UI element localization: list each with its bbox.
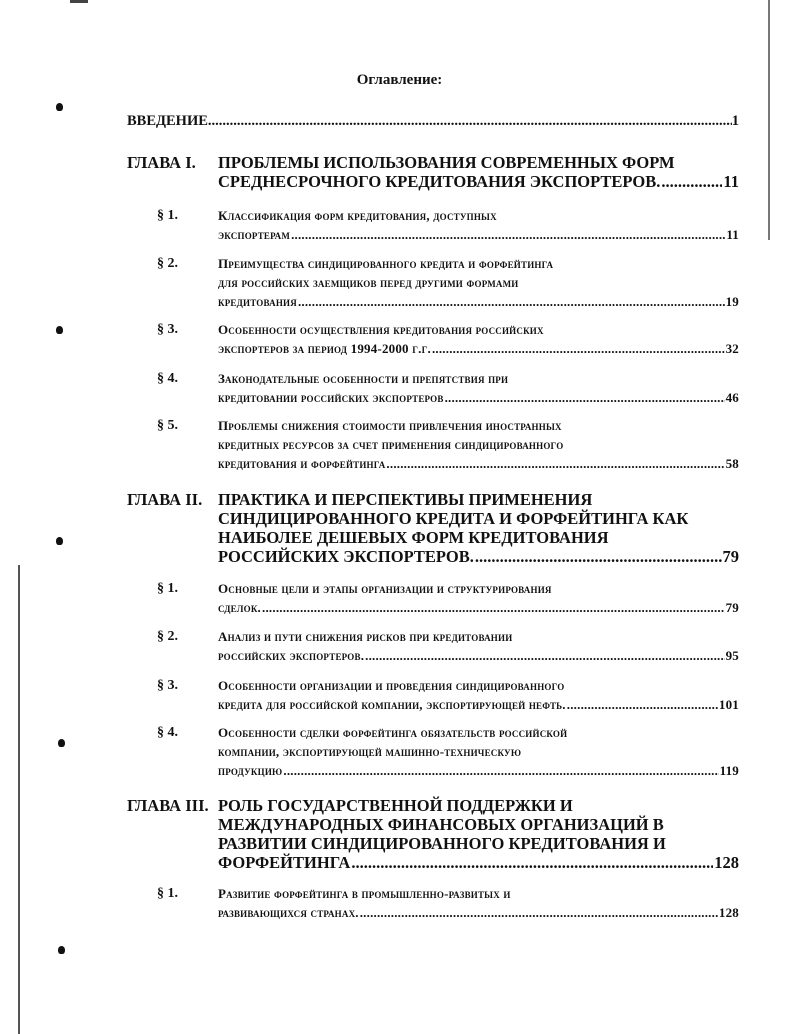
chapter-title-line: ПРОБЛЕМЫ ИСПОЛЬЗОВАНИЯ СОВРЕМЕННЫХ ФОРМ — [218, 153, 675, 172]
toc-intro-entry[interactable] — [127, 113, 739, 130]
leader-dots — [432, 339, 725, 358]
scan-speck — [58, 739, 65, 747]
chapter-title-line: НАИБОЛЕЕ ДЕШЕВЫХ ФОРМ КРЕДИТОВАНИЯ — [218, 528, 609, 547]
page-number: 79 — [722, 547, 739, 566]
toc-chapter-2[interactable] — [127, 490, 739, 566]
section-number: § 5. — [157, 418, 178, 433]
scan-speck — [56, 537, 63, 545]
toc-section[interactable] — [157, 320, 739, 358]
section-number: § 4. — [157, 371, 178, 386]
page-number: 79 — [725, 600, 739, 615]
chapter-number: ГЛАВА I. — [127, 153, 196, 172]
section-title-line: кредитных ресурсов за счет применения синдицированного — [218, 437, 564, 452]
chapter-title-line: РОЛЬ ГОСУДАРСТВЕННОЙ ПОДДЕРЖКИ И — [218, 796, 573, 815]
toc-section[interactable] — [157, 579, 739, 617]
section-title-line: развивающихся странах. — [218, 905, 359, 920]
section-title-line: Развитие форфейтинга в промышленно-развитых и — [218, 886, 511, 901]
page-number: 11 — [726, 227, 739, 242]
page-number: 32 — [725, 341, 739, 356]
chapter-title-line: МЕЖДУНАРОДНЫХ ФИНАНСОВЫХ ОРГАНИЗАЦИЙ В — [218, 815, 664, 834]
toc-title: Оглавление: — [356, 72, 443, 88]
toc-section[interactable] — [157, 627, 739, 665]
toc-intro-label: ВВЕДЕНИЕ — [127, 113, 208, 129]
section-number: § 4. — [157, 725, 178, 740]
section-number: § 3. — [157, 322, 178, 337]
leader-dots — [365, 646, 724, 665]
chapter-title-line: РОССИЙСКИХ ЭКСПОРТЕРОВ. — [218, 547, 474, 566]
section-title-line: кредитования и форфейтинга — [218, 456, 386, 471]
leader-dots — [351, 853, 713, 872]
chapter-number: ГЛАВА II. — [127, 490, 203, 509]
section-title-line: компании, экспортирующей машинно-техническую — [218, 744, 522, 759]
section-title-line: Проблемы снижения стоимости привлечения иностранных — [218, 418, 562, 433]
section-number: § 1. — [157, 886, 178, 901]
page-number: 95 — [725, 648, 739, 663]
page-number: 128 — [718, 905, 739, 920]
section-title-line: Преимущества синдицированного кредита и форфейтинга — [218, 256, 554, 271]
page-number: 101 — [718, 697, 739, 712]
page-number: 19 — [725, 294, 739, 309]
section-title-line: российских экспортеров. — [218, 648, 365, 663]
leader-dots — [298, 292, 725, 311]
scan-speck — [56, 103, 63, 111]
section-title-line: Законодательные особенности и препятствия при — [218, 371, 509, 386]
chapter-title-line: ФОРФЕЙТИНГА — [218, 853, 351, 872]
section-title-line: сделок. — [218, 600, 262, 615]
toc-section[interactable] — [157, 676, 739, 714]
section-title-line: экспортеров за период 1994-2000 г.г. — [218, 341, 431, 356]
page-number: 11 — [723, 172, 739, 191]
toc-section[interactable] — [157, 206, 739, 244]
leader-dots — [262, 598, 725, 617]
scan-artifact-top — [70, 0, 88, 3]
section-number: § 1. — [157, 208, 178, 223]
section-number: § 2. — [157, 629, 178, 644]
section-number: § 3. — [157, 678, 178, 693]
toc-section[interactable] — [157, 416, 739, 473]
leader-dots — [208, 113, 732, 130]
scan-artifact-right-edge — [768, 0, 770, 240]
section-number: § 1. — [157, 581, 178, 596]
scan-artifact-left-edge — [18, 565, 20, 1034]
section-number: § 2. — [157, 256, 178, 271]
toc-section[interactable] — [157, 884, 739, 922]
toc-section[interactable] — [157, 254, 739, 311]
leader-dots — [475, 547, 722, 566]
leader-dots — [386, 454, 724, 473]
scan-speck — [56, 326, 63, 334]
leader-dots — [283, 761, 718, 780]
section-title-line: продукцию — [218, 763, 283, 778]
leader-dots — [445, 388, 725, 407]
section-title-line: кредитования — [218, 294, 297, 309]
leader-dots — [567, 695, 718, 714]
section-title-line: для российских заемщиков перед другими формами — [218, 275, 519, 290]
chapter-number: ГЛАВА III. — [127, 796, 209, 815]
section-title-line: Особенности сделки форфейтинга обязательств российской — [218, 725, 568, 740]
section-title-line: кредитовании российских экспортеров — [218, 390, 444, 405]
leader-dots — [360, 903, 718, 922]
scan-speck — [58, 946, 65, 954]
toc-section[interactable] — [157, 369, 739, 407]
toc-section[interactable] — [157, 723, 739, 780]
chapter-title-line: ПРАКТИКА И ПЕРСПЕКТИВЫ ПРИМЕНЕНИЯ — [218, 490, 593, 509]
page-number: 58 — [725, 456, 739, 471]
section-title-line: Классификация форм кредитования, доступных — [218, 208, 497, 223]
section-title-line: Анализ и пути снижения рисков при кредитовании — [218, 629, 513, 644]
page-number: 128 — [714, 853, 739, 872]
section-title-line: экспортерам — [218, 227, 291, 242]
toc-intro-page: 1 — [731, 113, 739, 129]
chapter-title-line: СИНДИЦИРОВАННОГО КРЕДИТА И ФОРФЕЙТИНГА КАК — [218, 509, 689, 528]
section-title-line: Особенности организации и проведения синдицированного — [218, 678, 565, 693]
toc-chapter-3[interactable] — [127, 796, 739, 872]
page-number: 46 — [725, 390, 739, 405]
section-title-line: Особенности осуществления кредитования российских — [218, 322, 544, 337]
page-number: 119 — [719, 763, 739, 778]
section-title-line: кредита для российской компании, экспортирующей нефть. — [218, 697, 566, 712]
leader-dots — [291, 225, 725, 244]
chapter-title-line: РАЗВИТИИ СИНДИЦИРОВАННОГО КРЕДИТОВАНИЯ И — [218, 834, 666, 853]
chapter-title-line: СРЕДНЕСРОЧНОГО КРЕДИТОВАНИЯ ЭКСПОРТЕРОВ. — [218, 172, 661, 191]
leader-dots — [661, 172, 722, 191]
section-title-line: Основные цели и этапы организации и структурирования — [218, 581, 552, 596]
toc-chapter-1[interactable] — [127, 153, 739, 191]
